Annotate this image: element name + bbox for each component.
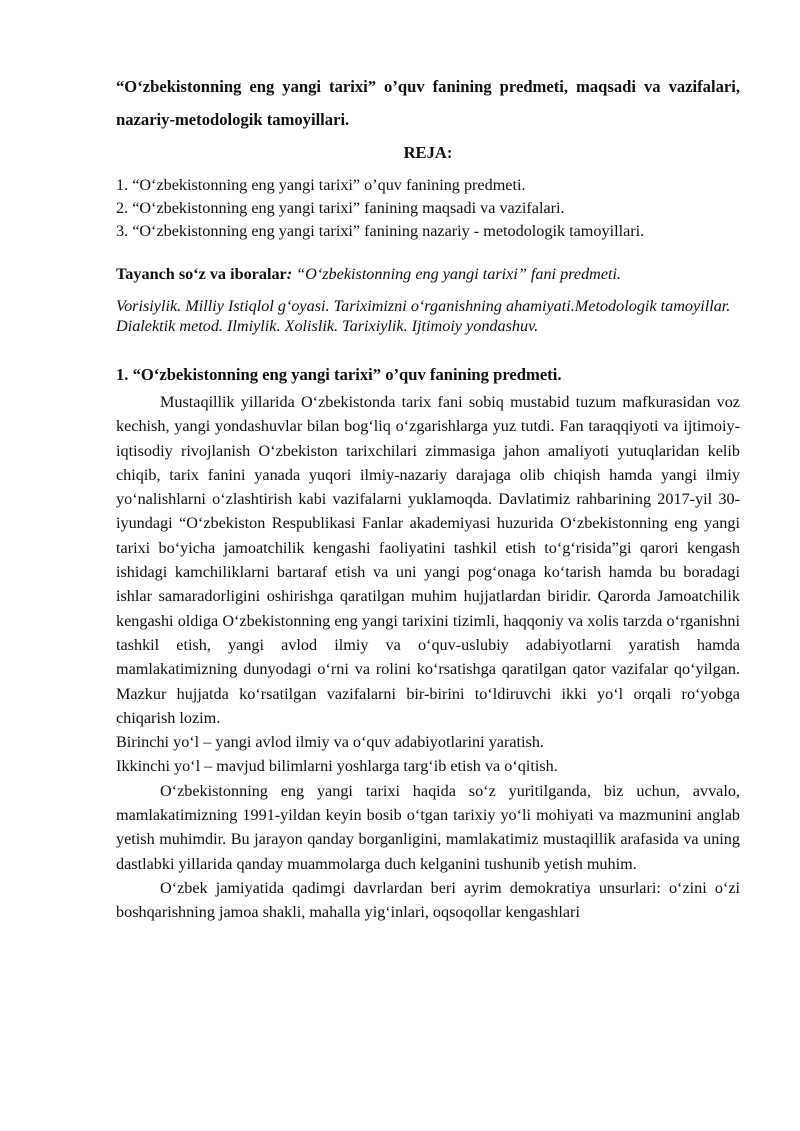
first-way-line: Birinchi yo‘l – yangi avlod ilmiy va o‘quv adabiyotlarini yaratish. [116,733,544,752]
section-1-heading: 1. “O‘zbekistonning eng yangi tarixi” o’quv fanining predmeti. [116,365,562,384]
paragraph-1: Mustaqillik yillarida O‘zbekistonda tarix fani sobiq mustabid tuzum mafkurasidan voz kechish, yangi yondashuvlar bilan bog‘liq o‘zgarishlarga yuz tutdi. Fan taraqqiyoti va ijtimoiy-iqtisodiy rivojlanish O‘zbekiston tarixchilari zimmasiga jahon amaliyoti yutuqlaridan kelib chiqib, tarix fanini yanada yuqori ilmiy-nazariy darajaga olib chiqish hamda yangi ilmiy yo‘nalishlarni o‘zlashtirish kabi vazifalarni yuklamoqda. Davlatimiz rahbarining 2017-yil 30-iyundagi “O‘zbekiston Respublikasi Fanlar akademiyasi huzurida O‘zbekistonning eng yangi tarixi bo‘yicha jamoatchilik kengashi faoliyatini tashkil etish to‘g‘risida”gi qarori kengash ishidagi kamchiliklarni bartaraf etish va uni yangi pog‘onaga ko‘tarish hamda bu boradagi ishlar samaradorligini oshirishga qaratilgan muhim hujjatlardan biridir. Qarorda Jamoatchilik kengashi oldiga O‘zbekistonning eng yangi tarixini tizimli, haqqoniy va xolis tarzda o‘rganishni tashkil etish, yangi avlod ilmiy va o‘quv-uslubiy adabiyotlarni yaratish hamda mamlakatimizning dunyodagi o‘rni va rolini ko‘rsatishga qaratilgan qator vazifalar qo‘yilgan. Mazkur hujjatda ko‘rsatilgan vazifalarni bir-birini to‘ldiruvchi ikki yo‘l orqali ro‘yobga chiqarish lozim. [116,393,740,727]
plan-item-3: 3. “O‘zbekistonning eng yangi tarixi” fanining nazariy - metodologik tamoyillari. [116,222,645,240]
plan-item-1: 1. “O‘zbekistonning eng yangi tarixi” o’quv fanining predmeti. [116,176,526,194]
paragraph-2: O‘zbekistonning eng yangi tarixi haqida so‘z yuritilganda, biz uchun, avvalo, mamlakatimizning 1991-yildan keyin bosib o‘tgan tarixiy yo‘li mohiyati va mazmunini anglab yetish muhimdir. Bu jarayon qanday borganligini, mamlakatimiz mustaqillik arafasida va uning dastlabki yillarida qanday muammolarga duch kelganini tushunib yetish muhim. [116,781,740,873]
keywords-block [116,263,740,336]
document-page [116,70,740,925]
keywords-lead: “O‘zbekistonning eng yangi tarixi” fani predmeti. [292,265,622,283]
plan-heading: REJA: [403,143,453,162]
plan-list [116,174,740,243]
document-title: “O‘zbekistonning eng yangi tarixi” o’quv fanining predmeti, maqsadi va vazifalari, nazariy-metodologik tamoyillari. [116,77,740,129]
keywords-list: Vorisiylik. Milliy Istiqlol g‘oyasi. Tariximizni o‘rganishning ahamiyati.Metodologik tamoyillar. Dialektik metod. Ilmiylik. Xolislik. Tarixiylik. Ijtimoiy yondashuv. [116,297,731,335]
keywords-label: Tayanch so‘z va iboralar [116,265,287,283]
paragraph-3: O‘zbek jamiyatida qadimgi davrlardan beri ayrim demokratiya unsurlari: o‘zini o‘zi boshqarishning jamoa shakli, mahalla yig‘inlari, oqsoqollar kengashlari [116,878,740,922]
plan-item-2: 2. “O‘zbekistonning eng yangi tarixi” fanining maqsadi va vazifalari. [116,199,565,217]
keywords-colon: : [286,265,293,283]
second-way-line: Ikkinchi yo‘l – mavjud bilimlarni yoshlarga targ‘ib etish va o‘qitish. [116,757,558,776]
